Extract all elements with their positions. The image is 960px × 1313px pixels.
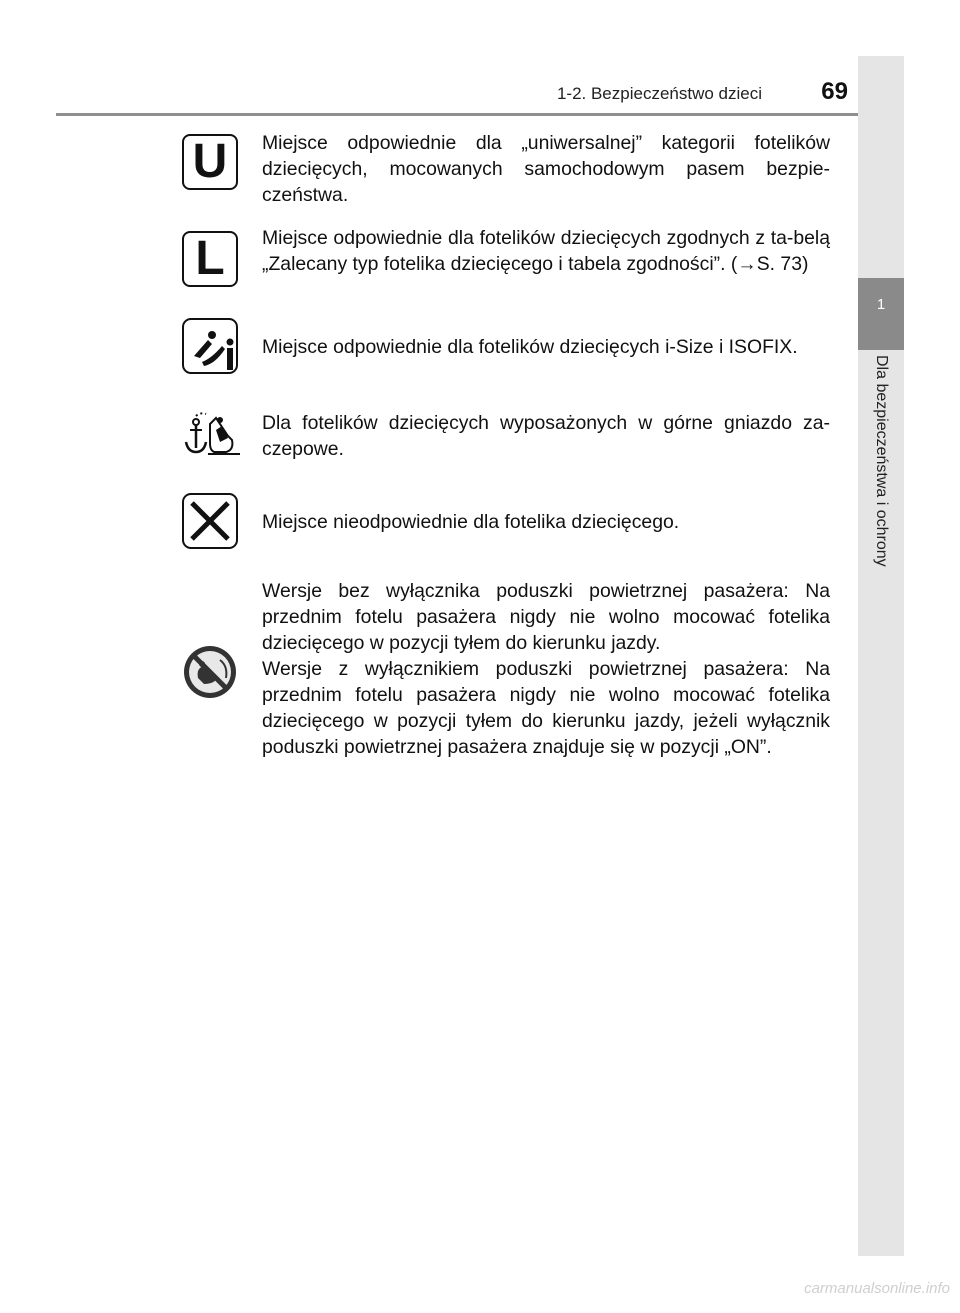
list-l-icon — [182, 231, 242, 291]
chapter-tab-strip — [858, 56, 904, 1256]
list-l-letter: L — [195, 232, 225, 285]
header-rule — [56, 113, 904, 116]
legend-paragraph-with-switch: Wersje z wyłącznikiem poduszki powietrznej pasażera: Na przednim fotelu pasażera nigdy nie wolno mocować fotelika dziecięcego w pozycji tyłem do kierunku jazdy, jeżeli wyłącznik poduszki powietrznej pasażera znajduje się w pozycji „ON”. — [262, 658, 830, 758]
legend-text-isize-isofix: Miejsce odpowiednie dla fotelików dziecięcych i-Size i ISOFIX. — [262, 336, 798, 358]
footer-watermark: carmanualsonline.info — [804, 1280, 950, 1297]
not-suitable-x-icon — [182, 493, 242, 553]
legend-text-no-rear-facing — [262, 578, 830, 760]
legend-text-not-suitable: Miejsce nieodpowiednie dla fotelika dziecięcego. — [262, 511, 680, 533]
universal-u-letter: U — [192, 135, 228, 188]
page-number: 69 — [821, 78, 848, 105]
top-tether-anchor-icon — [182, 410, 242, 470]
legend-text-top-tether: Dla fotelików dziecięcych wyposażonych w górne gniazdo za-czepowe. — [262, 412, 830, 460]
chapter-tab-active — [858, 278, 904, 350]
legend-text-list: Miejsce odpowiednie dla fotelików dziecięcych zgodnych z ta-belą „Zalecany typ fotelika dziecięcego i tabela zgodności”. (→S. 73) — [262, 227, 830, 275]
isize-isofix-icon — [182, 318, 242, 378]
legend-paragraph-without-switch: Wersje bez wyłącznika poduszki powietrznej pasażera: Na przednim fotelu pasażera nigdy nie wolno mocować fotelika dziecięcego w pozycji tyłem do kierunku jazdy. — [262, 580, 830, 654]
legend-text-universal: Miejsce odpowiednie dla „uniwersalnej” kategorii fotelików dziecięcych, mocowanych samochodowym pasem bezpie-czeństwa. — [262, 132, 830, 206]
no-rear-facing-seat-icon — [182, 642, 242, 702]
chapter-title-text: Dla bezpieczeństwa i ochrony — [873, 355, 890, 567]
running-header-section-title: 1-2. Bezpieczeństwo dzieci — [556, 84, 762, 103]
universal-u-icon — [182, 134, 242, 194]
chapter-number: 1 — [876, 296, 886, 313]
